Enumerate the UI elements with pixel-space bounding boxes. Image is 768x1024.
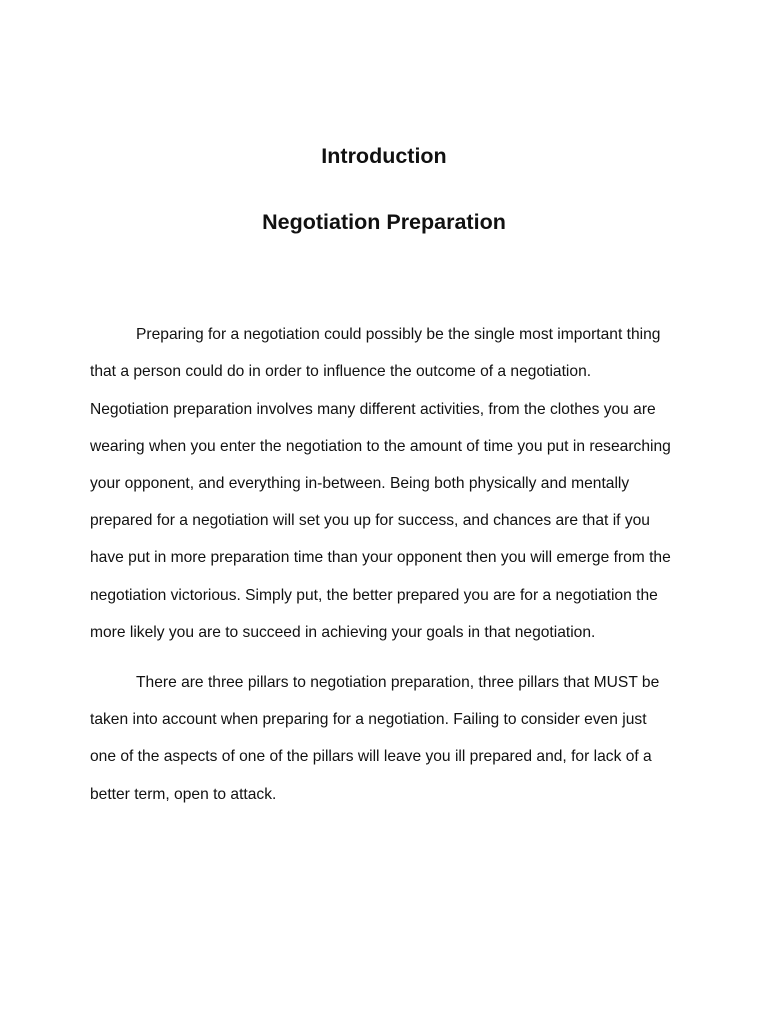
paragraph-line: There are three pillars to negotiation preparation, three pillars that MUST be [136, 674, 660, 691]
paragraph-line: negotiation victorious. Simply put, the better prepared you are for a negotiation the [90, 587, 658, 604]
page-subtitle: Negotiation Preparation [262, 210, 506, 234]
paragraph-line: Negotiation preparation involves many different activities, from the clothes you are [90, 401, 656, 418]
paragraph-line: better term, open to attack. [90, 786, 277, 803]
paragraph-line: more likely you are to succeed in achieving your goals in that negotiation. [90, 624, 596, 641]
paragraph-line: that a person could do in order to influence the outcome of a negotiation. [90, 363, 592, 380]
paragraph-line: have put in more preparation time than your opponent then you will emerge from the [90, 549, 671, 566]
paragraph-line: taken into account when preparing for a negotiation. Failing to consider even just [90, 711, 647, 728]
page-title: Introduction [321, 144, 447, 168]
paragraph-line: Preparing for a negotiation could possibly be the single most important thing [136, 326, 661, 343]
paragraph-line: one of the aspects of one of the pillars will leave you ill prepared and, for lack of a [90, 748, 652, 765]
paragraph-line: prepared for a negotiation will set you up for success, and chances are that if you [90, 512, 650, 529]
paragraph-line: your opponent, and everything in-between. Being both physically and mentally [90, 475, 630, 492]
paragraph-line: wearing when you enter the negotiation to the amount of time you put in researching [90, 438, 671, 455]
